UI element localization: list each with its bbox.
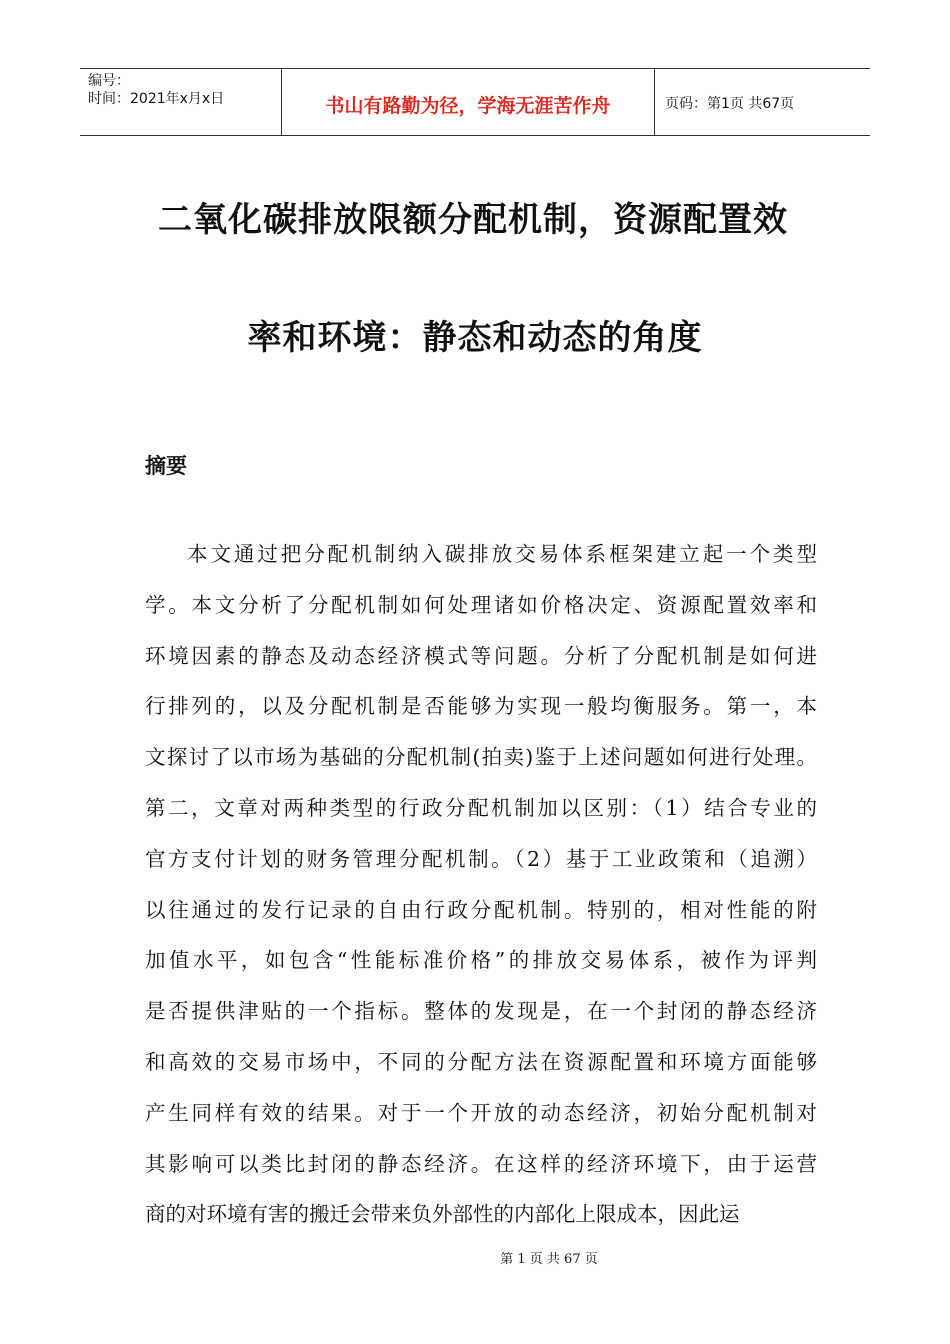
paragraph-line: 本文通过把分配机制纳入碳排放交易体系框架建立起一个类型 <box>187 542 817 566</box>
paragraph-line: 是否提供津贴的一个指标。整体的发现是，在一个封闭的静态经济 <box>145 999 817 1024</box>
time-label: 时间：2021年x月x日 <box>88 91 225 107</box>
paragraph-line: 环境因素的静态及动态经济模式等问题。分析了分配机制是如何进 <box>145 643 817 668</box>
paragraph-line: 学。本文分析了分配机制如何处理诸如价格决定、资源配置效率和 <box>145 592 817 617</box>
paragraph-line: 以往通过的发行记录的自由行政分配机制。特别的，相对性能的附 <box>145 897 817 922</box>
paragraph-line: 行排列的，以及分配机制是否能够为实现一般均衡服务。第一，本 <box>145 694 817 719</box>
page-footer: 第 1 页 共 67 页 <box>500 1252 598 1267</box>
page-info: 页码：第1页 共67页 <box>665 96 795 112</box>
paragraph-line: 第二，文章对两种类型的行政分配机制加以区别：（1）结合专业的 <box>145 795 817 820</box>
document-title-line-1: 二氧化碳排放限额分配机制，资源配置效 <box>158 200 788 240</box>
header-motto-cell <box>282 69 655 135</box>
paragraph-line: 和高效的交易市场中，不同的分配方法在资源配置和环境方面能够 <box>145 1049 817 1074</box>
serial-number-label: 编号： <box>88 73 130 89</box>
paragraph-line: 产生同样有效的结果。对于一个开放的动态经济，初始分配机制对 <box>145 1100 817 1125</box>
document-header <box>80 68 870 136</box>
document-title-line-2: 率和环境：静态和动态的角度 <box>247 318 703 358</box>
abstract-body <box>145 534 817 1245</box>
motto-text: 书山有路勤为径，学海无涯苦作舟 <box>325 94 611 117</box>
paragraph-line: 官方支付计划的财务管理分配机制。（2）基于工业政策和（追溯） <box>145 846 817 871</box>
paragraph-line: 文探讨了以市场为基础的分配机制(拍卖)鉴于上述问题如何进行处理。 <box>145 745 817 770</box>
header-page-cell <box>655 69 870 135</box>
paragraph-line: 商的对环境有害的搬迁会带来负外部性的内部化上限成本，因此运 <box>145 1202 740 1227</box>
paragraph-line: 其影响可以类比封闭的静态经济。在这样的经济环境下，由于运营 <box>145 1151 817 1176</box>
abstract-heading: 摘要 <box>145 454 187 478</box>
paragraph-line: 加值水平，如包含“性能标准价格”的排放交易体系，被作为评判 <box>145 948 817 973</box>
header-meta-cell <box>80 69 282 135</box>
